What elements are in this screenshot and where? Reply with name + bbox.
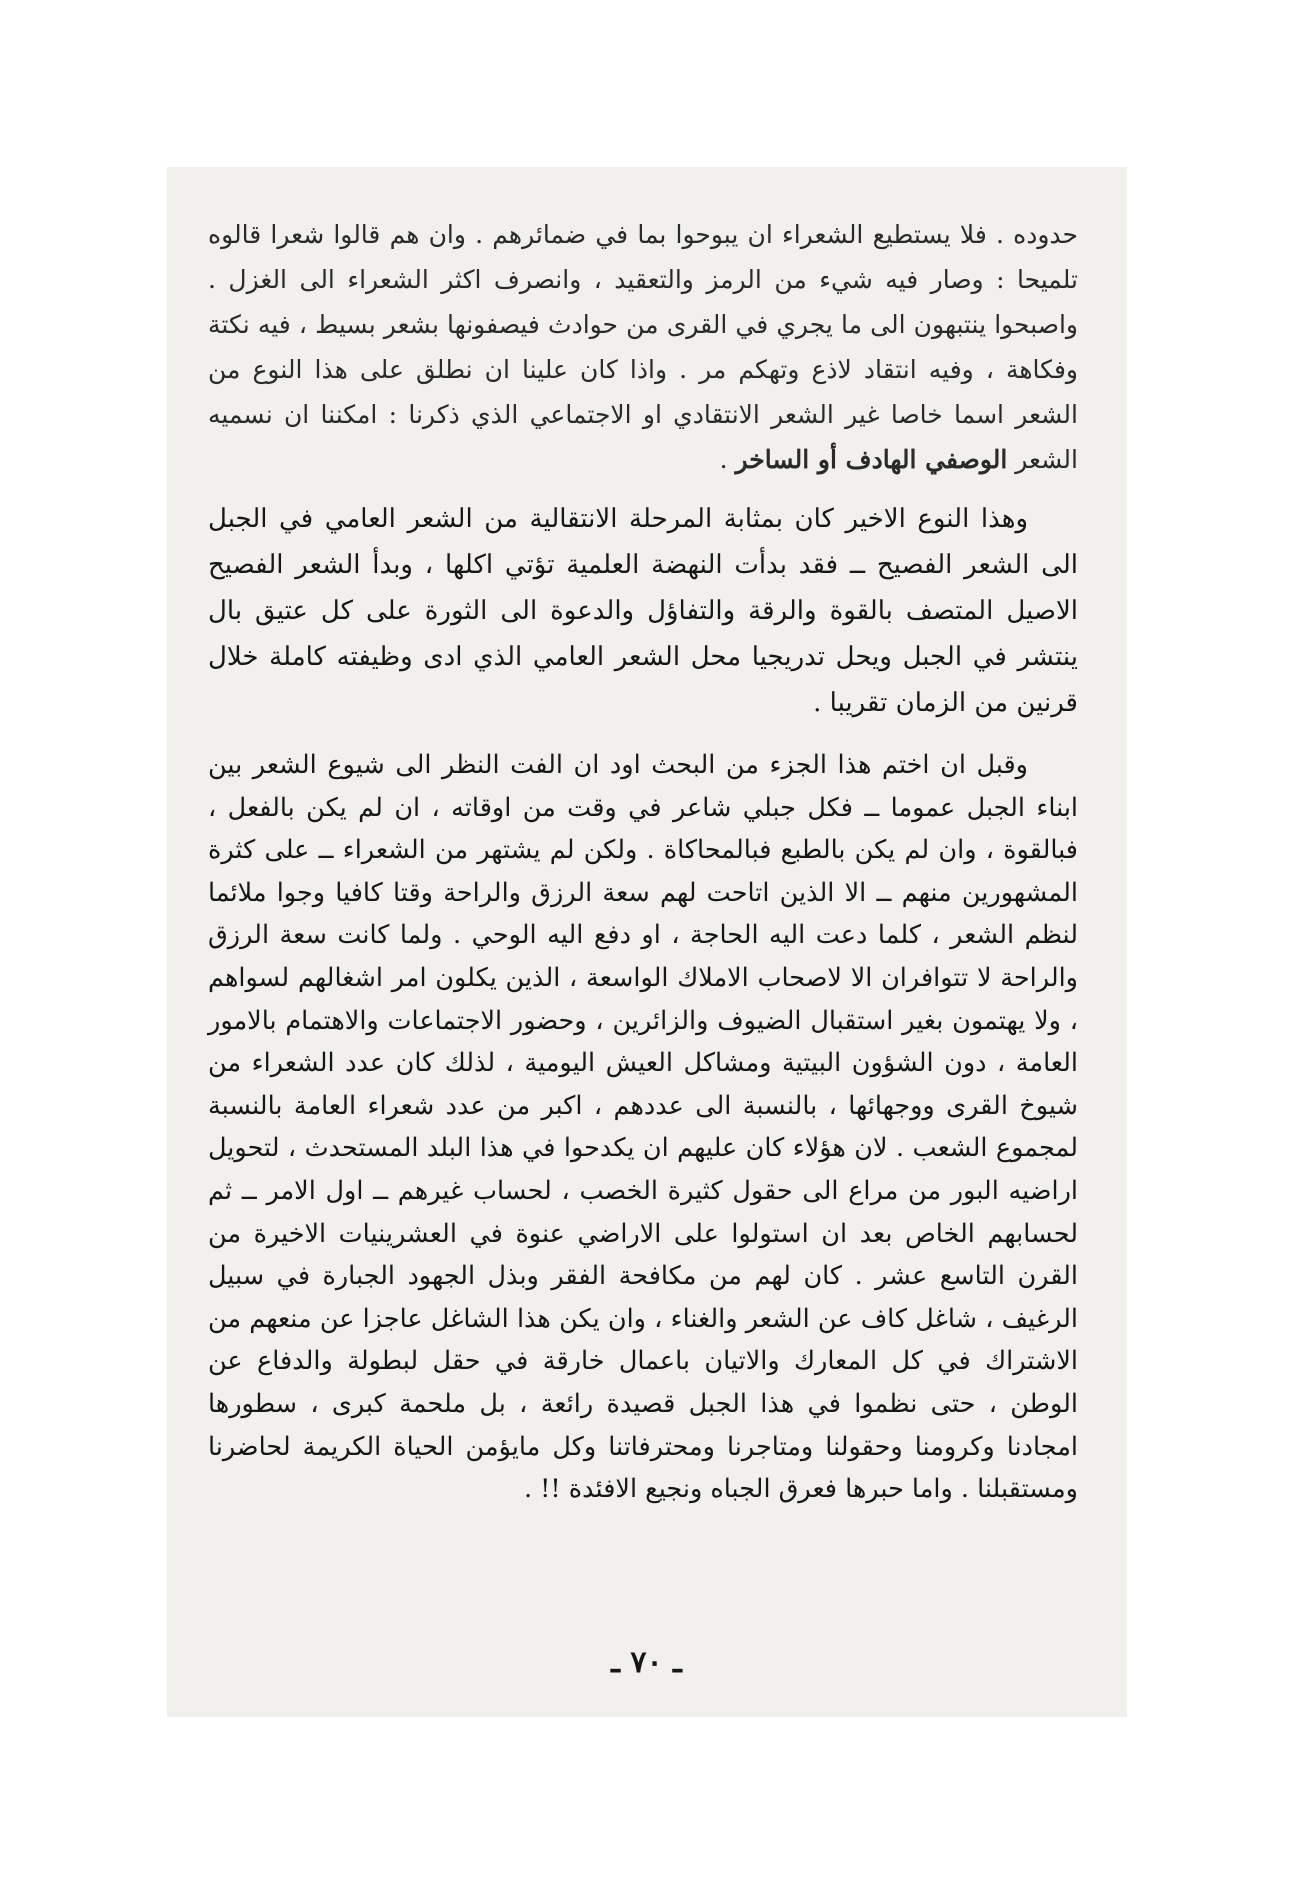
page-body [208, 212, 1078, 1525]
paragraph-1-text: حدوده . فلا يستطيع الشعراء ان يبوحوا بما في ضمائرهم . وان هم قالوا شعرا قالوه تلميحا : وصار فيه شيء من الرمز والتعقيد ، وانصرف اكثر الشعراء الى الغزل . واصبحوا ينتبهون الى ما يجري في القرى من حوادث فيصفونها بشعر بسيط ، فيه نكتة وفكاهة ، وفيه انتقاد لاذع وتهكم مر . واذا كان علينا ان نطلق على هذا النوع من الشعر اسما خاصا غير الشعر الانتقادي او الاجتماعي الذي ذكرنا : امكننا ان نسميه الشعر [208, 220, 1078, 474]
paragraph-3: وقبل ان اختم هذا الجزء من البحث اود ان الفت النظر الى شيوع الشعر بين ابناء الجبل عموما ــ فكل جبلي شاعر في وقت من اوقاته ، ان لم يكن بالفعل ، فبالقوة ، وان لم يكن بالطبع فبالمحاكاة . ولكن لم يشتهر من الشعراء ــ على كثرة المشهورين منهم ــ الا الذين اتاحت لهم سعة الرزق والراحة وقتا كافيا وجوا ملائما لنظم الشعر ، كلما دعت اليه الحاجة ، او دفع اليه الوحي . ولما كانت سعة الرزق والراحة لا تتوافران الا لاصحاب الاملاك الواسعة ، الذين يكلون امر اشغالهم لسواهم ، ولا يهتمون بغير استقبال الضيوف والزائرين ، وحضور الاجتماعات والاهتمام بالامور العامة ، دون الشؤون البيتية ومشاكل العيش اليومية ، لذلك كان عدد الشعراء من شيوخ القرى ووجهائها ، بالنسبة الى عددهم ، اكبر من عدد شعراء العامة بالنسبة لمجموع الشعب . لان هؤلاء كان عليهم ان يكدحوا في هذا البلد المستحدث ، لتحويل اراضيه البور من مراع الى حقول كثيرة الخصب ، لحساب غيرهم ــ اول الامر ــ ثم لحسابهم الخاص بعد ان استولوا على الاراضي عنوة في العشرينيات الاخيرة من القرن التاسع عشر . كان لهم من مكافحة الفقر وبذل الجهود الجبارة في سبيل الرغيف ، شاغل كاف عن الشعر والغناء ، وان يكن هذا الشاغل عاجزا عن منعهم من الاشتراك في كل المعارك والاتيان باعمال خارقة في حقل لبطولة والدفاع عن الوطن ، حتى نظموا في هذا الجبل قصيدة رائعة ، بل ملحمة كبرى ، سطورها امجادنا وكرومنا وحقولنا ومتاجرنا ومحترفاتنا وكل مايؤمن الحياة الكريمة لحاضرنا ومستقبلنا . واما حبرها فعرق الجباه ونجيع الافئدة !! . [208, 750, 1078, 1505]
page-number: ـ ٧٠ ـ [611, 1645, 682, 1680]
paragraph-1-end: . [719, 445, 736, 474]
paragraph-2: وهذا النوع الاخير كان بمثابة المرحلة الانتقالية من الشعر العامي في الجبل الى الشعر الفصيح ــ فقد بدأت النهضة العلمية تؤتي اكلها ، وبدأ الشعر الفصيح الاصيل المتصف بالقوة والرقة والتفاؤل والدعوة الى الثورة على كل عتيق بال ينتشر في الجبل ويحل تدريجيا محل الشعر العامي الذي ادى وظيفته كاملة خلال قرنين من الزمان تقريبا . [208, 504, 1078, 718]
paragraph-1 [208, 212, 1078, 482]
paragraph-1-bold-term: الوصفي الهادف أو الساخر [735, 445, 1008, 474]
